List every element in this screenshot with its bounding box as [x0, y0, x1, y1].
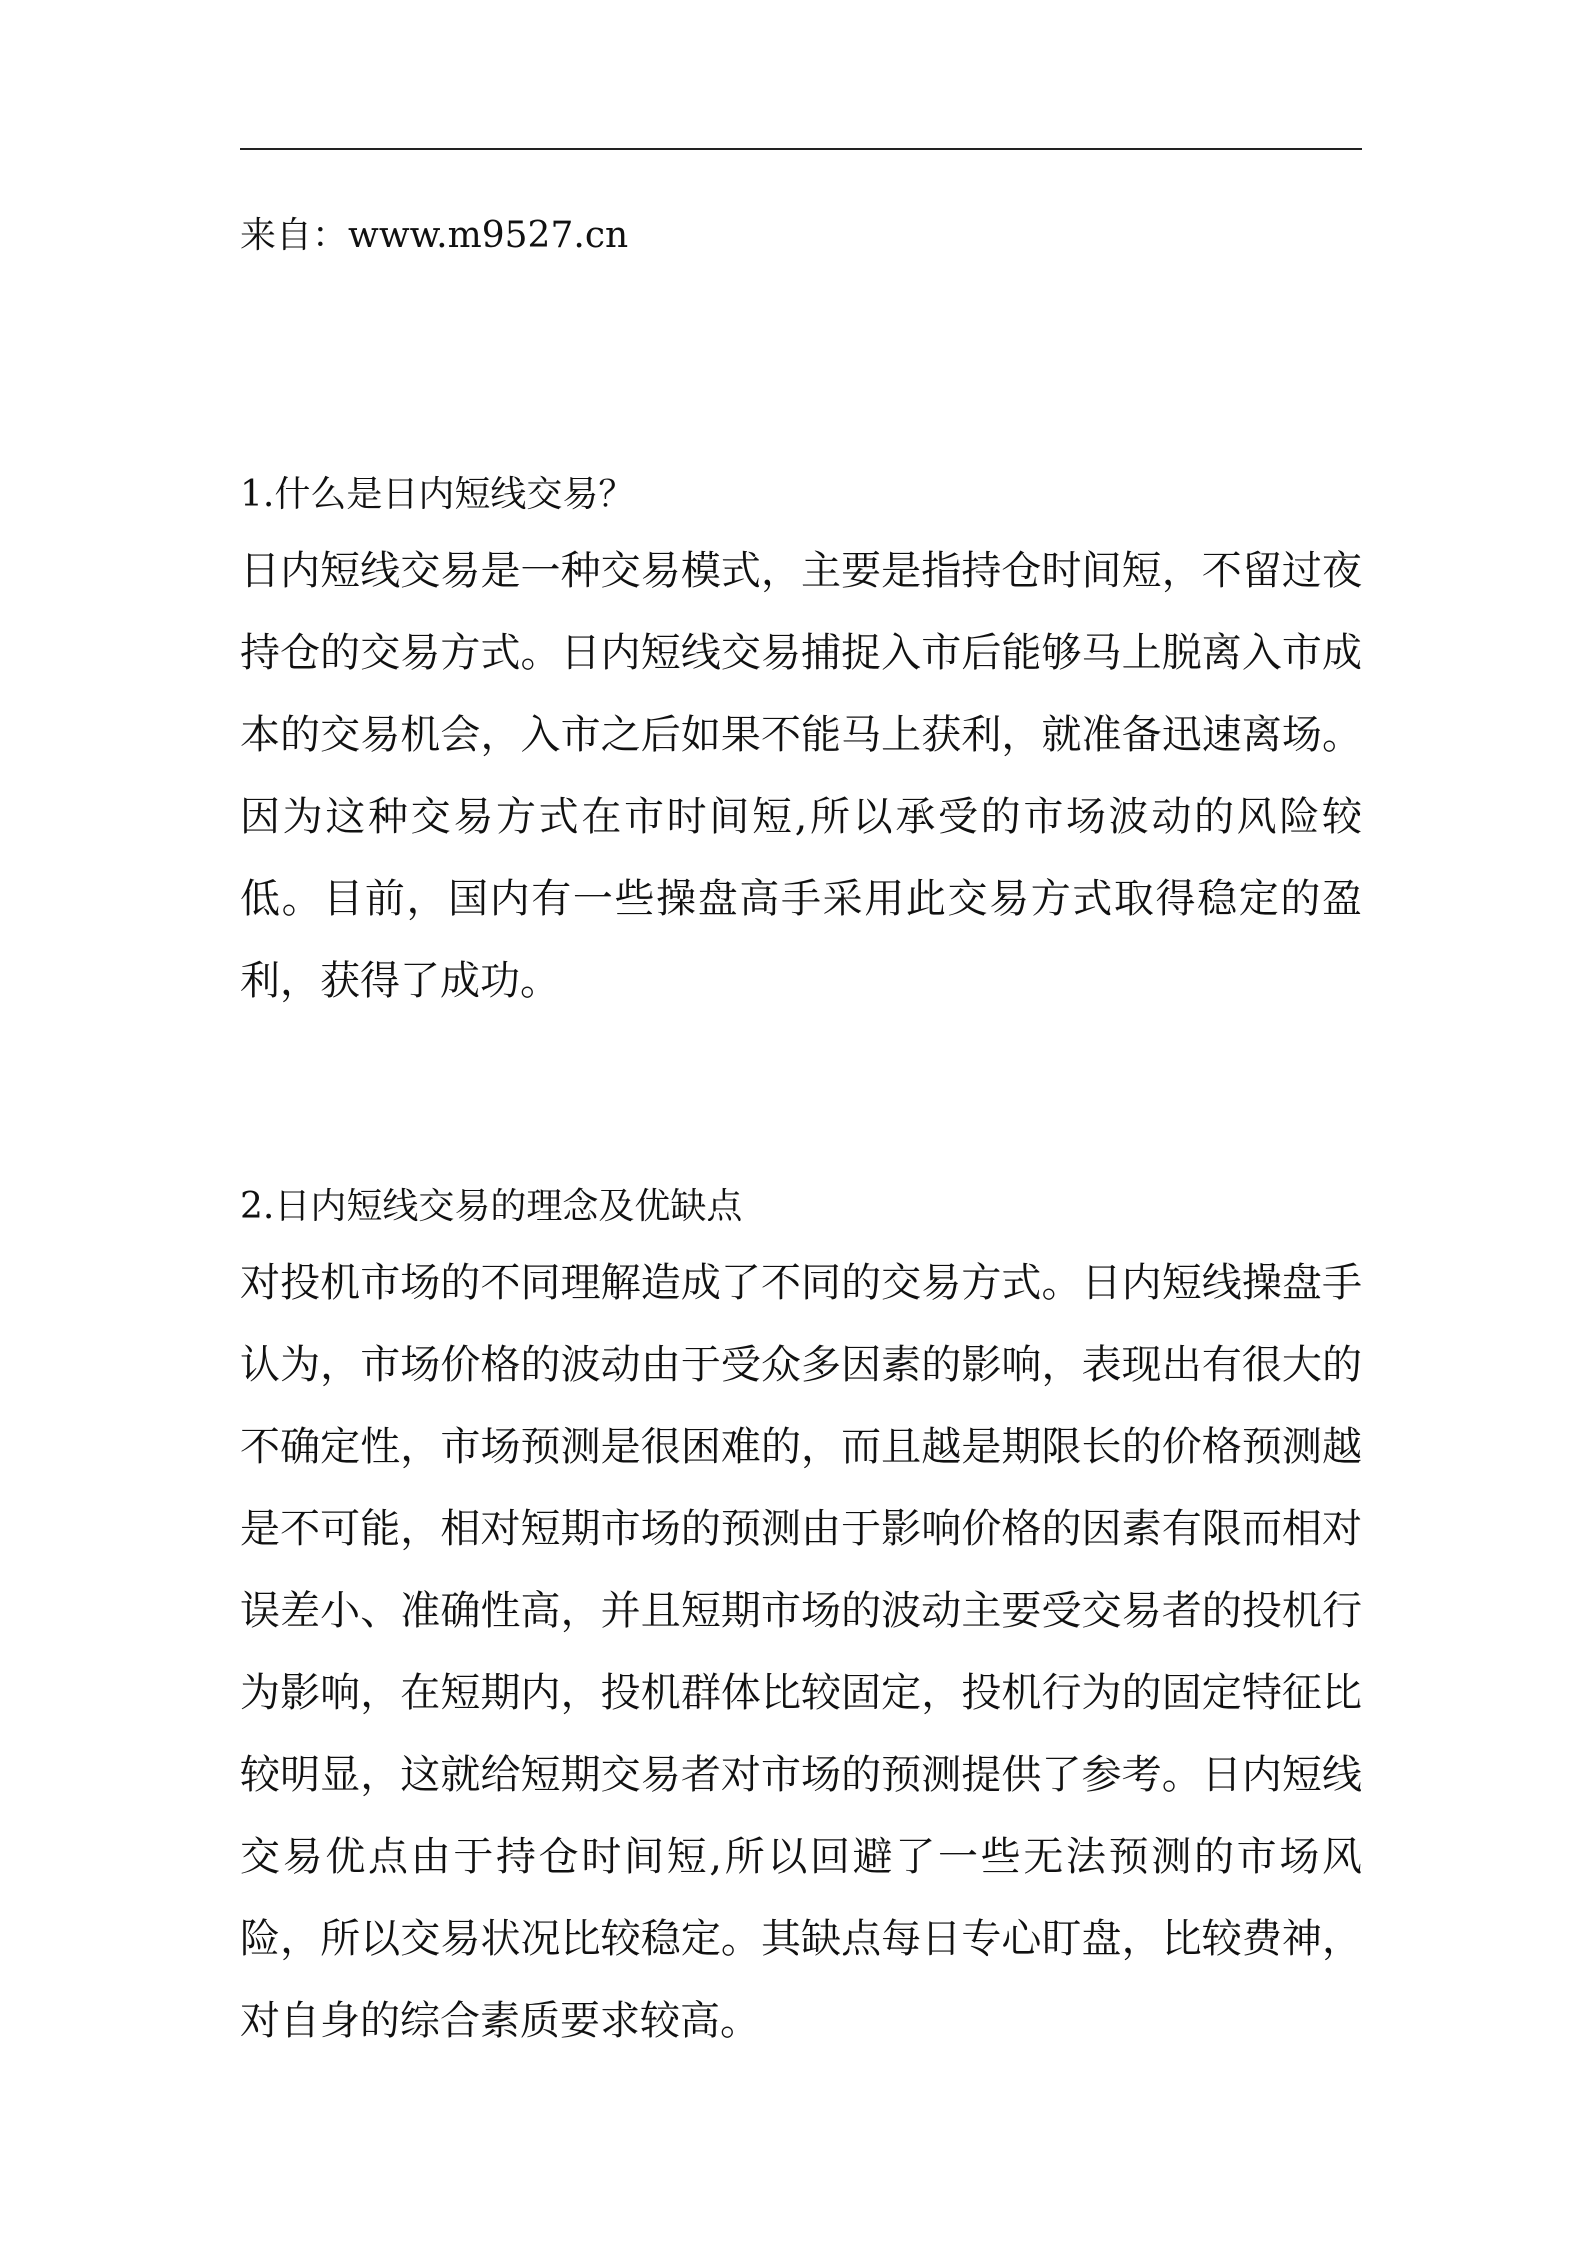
section-what-is-intraday-trading [240, 460, 1362, 1022]
section-1-body: 日内短线交易是一种交易模式，主要是指持仓时间短，不留过夜持仓的交易方式。日内短线交易捕捉入市后能够马上脱离入市成本的交易机会，入市之后如果不能马上获利，就准备迅速离场。因为这种交易方式在市时间短,所以承受的市场波动的风险较低。目前，国内有一些操盘高手采用此交易方式取得稳定的盈利，获得了成功。 [240, 548, 1362, 1004]
header-rule [240, 148, 1362, 150]
section-2-heading: 2.日内短线交易的理念及优缺点 [240, 1186, 743, 1227]
section-1-heading: 1.什么是日内短线交易？ [240, 474, 635, 515]
document-content [240, 460, 1362, 2212]
section-intraday-concept-pros-cons [240, 1172, 1362, 2062]
section-2-body: 对投机市场的不同理解造成了不同的交易方式。日内短线操盘手认为，市场价格的波动由于受众多因素的影响，表现出有很大的不确定性，市场预测是很困难的，而且越是期限长的价格预测越是不可能，相对短期市场的预测由于影响价格的因素有限而相对误差小、准确性高，并且短期市场的波动主要受交易者的投机行为影响，在短期内，投机群体比较固定，投机行为的固定特征比较明显，这就给短期交易者对市场的预测提供了参考。日内短线交易优点由于持仓时间短,所以回避了一些无法预测的市场风险，所以交易状况比较稳定。其缺点每日专心盯盘，比较费神，对自身的综合素质要求较高。 [240, 1260, 1362, 2044]
source-line: 来自：www.m9527.cn [240, 215, 629, 256]
